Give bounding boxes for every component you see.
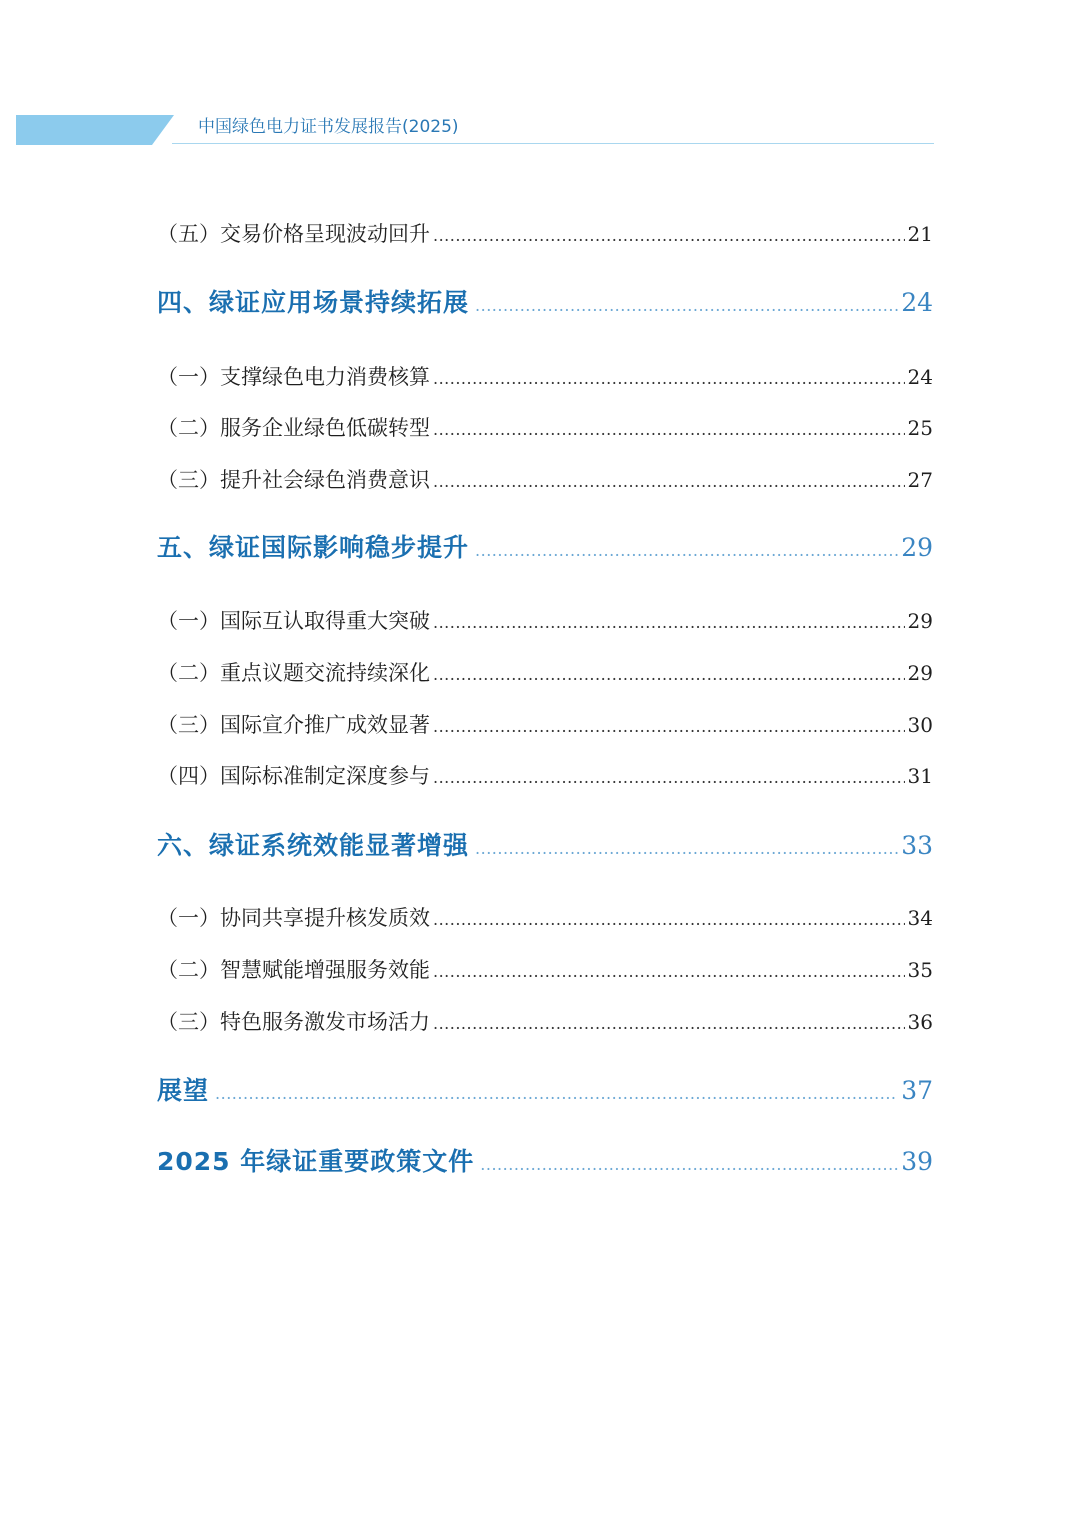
- toc-entry-page: 34: [907, 906, 933, 930]
- toc-entry[interactable]: [157, 465, 933, 497]
- dot-leader: [433, 415, 905, 445]
- toc-entry-page: 31: [907, 764, 933, 788]
- toc-chapter[interactable]: [157, 285, 933, 324]
- toc-entry-page: 30: [907, 713, 933, 737]
- header-rule: [172, 143, 934, 144]
- toc-entry[interactable]: [157, 955, 933, 987]
- toc-chapter[interactable]: [157, 530, 933, 569]
- dot-leader: [433, 221, 905, 251]
- toc-entry-label: （一）协同共享提升核发质效: [157, 906, 430, 930]
- toc-chapter-page: 29: [901, 533, 933, 562]
- toc-entry[interactable]: [157, 362, 933, 394]
- dot-leader: [433, 660, 905, 690]
- toc-chapter-page: 24: [901, 288, 933, 317]
- dot-leader: [475, 288, 898, 324]
- toc-chapter-page: 33: [901, 831, 933, 860]
- toc-entry-label: （二）智慧赋能增强服务效能: [157, 958, 430, 982]
- toc-chapter[interactable]: [157, 1144, 933, 1183]
- dot-leader: [433, 467, 905, 497]
- dot-leader: [433, 1009, 905, 1039]
- toc-entry-label: （二）服务企业绿色低碳转型: [157, 416, 430, 440]
- dot-leader: [433, 763, 905, 793]
- toc-entry[interactable]: [157, 761, 933, 793]
- toc-entry-page: 27: [907, 468, 933, 492]
- dot-leader: [433, 712, 905, 742]
- toc-entry[interactable]: [157, 606, 933, 638]
- toc-entry-label: （三）国际宣介推广成效显著: [157, 713, 430, 737]
- toc-entry-page: 24: [907, 365, 933, 389]
- toc-entry-label: （二）重点议题交流持续深化: [157, 661, 430, 685]
- toc-entry-page: 25: [907, 416, 933, 440]
- toc-chapter-label: 四、绿证应用场景持续拓展: [157, 288, 470, 317]
- dot-leader: [433, 905, 905, 935]
- toc-entry-label: （五）交易价格呈现波动回升: [157, 222, 430, 246]
- toc-chapter-label: 2025 年绿证重要政策文件: [157, 1147, 475, 1176]
- toc-entry[interactable]: [157, 219, 933, 251]
- toc-entry-label: （一）支撑绿色电力消费核算: [157, 365, 430, 389]
- dot-leader: [480, 1147, 898, 1183]
- toc-entry-page: 21: [907, 222, 933, 246]
- toc-entry-page: 35: [907, 958, 933, 982]
- toc-entry-label: （三）提升社会绿色消费意识: [157, 468, 430, 492]
- toc-entry-page: 29: [907, 661, 933, 685]
- dot-leader: [475, 533, 898, 569]
- toc-entry[interactable]: [157, 413, 933, 445]
- toc-chapter-label: 展望: [157, 1076, 210, 1105]
- toc-entry-label: （三）特色服务激发市场活力: [157, 1010, 430, 1034]
- toc-entry-page: 36: [907, 1010, 933, 1034]
- toc-chapter-label: 五、绿证国际影响稳步提升: [157, 533, 470, 562]
- toc-chapter[interactable]: [157, 1073, 933, 1112]
- toc-chapter-page: 39: [901, 1147, 933, 1176]
- toc-entry-page: 29: [907, 609, 933, 633]
- toc-entry[interactable]: [157, 710, 933, 742]
- header-accent-bar: [16, 115, 174, 145]
- toc-entry[interactable]: [157, 658, 933, 690]
- toc-entry-label: （四）国际标准制定深度参与: [157, 764, 430, 788]
- toc-chapter-page: 37: [901, 1076, 933, 1105]
- dot-leader: [433, 608, 905, 638]
- toc-chapter-label: 六、绿证系统效能显著增强: [157, 831, 470, 860]
- dot-leader: [475, 831, 898, 867]
- dot-leader: [433, 364, 905, 394]
- toc-entry[interactable]: [157, 1007, 933, 1039]
- toc-entry-label: （一）国际互认取得重大突破: [157, 609, 430, 633]
- toc-chapter[interactable]: [157, 828, 933, 867]
- dot-leader: [433, 957, 905, 987]
- running-header-title: 中国绿色电力证书发展报告(2025): [198, 117, 459, 137]
- dot-leader: [215, 1076, 898, 1112]
- toc-entry[interactable]: [157, 903, 933, 935]
